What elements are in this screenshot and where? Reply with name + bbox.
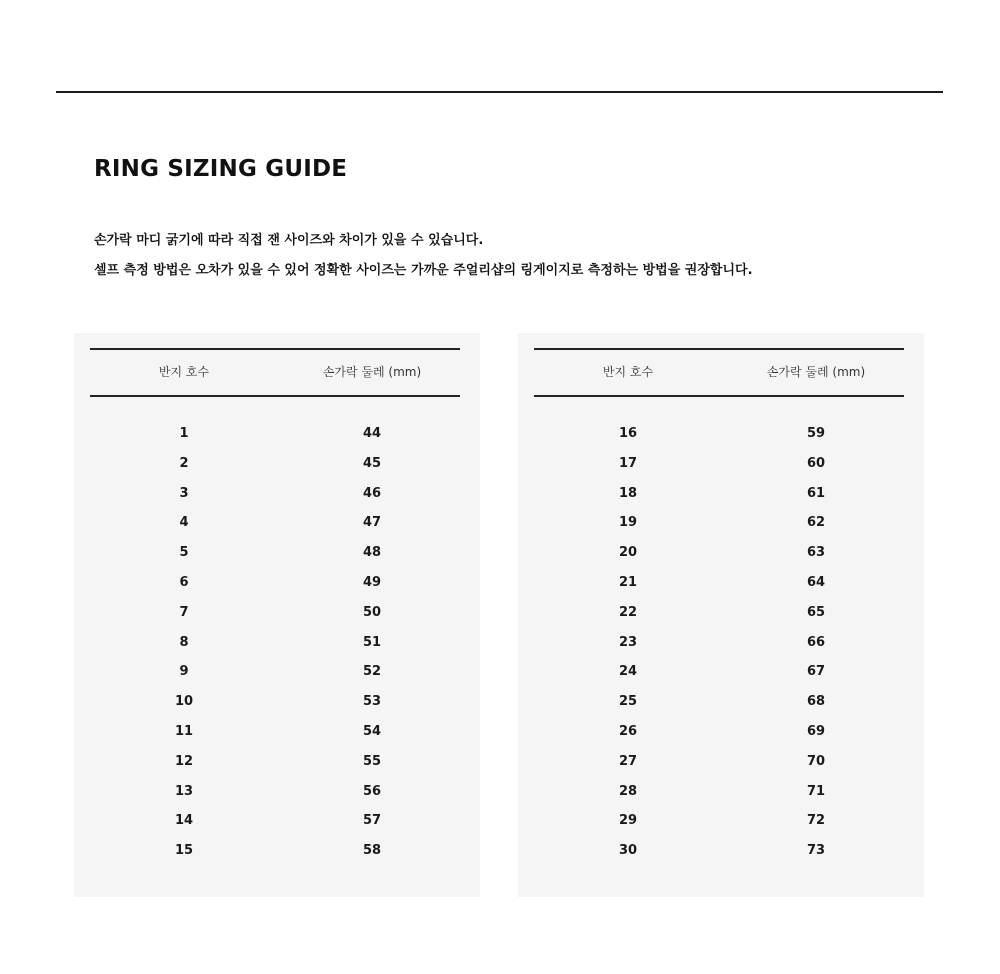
table-row [90,568,460,598]
ring-size-value: 30 [618,843,638,859]
circumference-value: 67 [806,664,826,680]
table-row [534,479,904,509]
ring-size-value: 28 [618,783,638,799]
circumference-value: 55 [362,753,382,769]
table-row [534,777,904,807]
ring-size-value: 20 [618,545,638,561]
table-row [534,836,904,866]
circumference-value: 66 [806,634,826,650]
circumference-value: 64 [806,574,826,590]
ring-size-value: 1 [179,426,189,441]
ring-size-value: 29 [618,813,638,829]
table-row [534,538,904,568]
ring-size-value: 12 [174,753,194,769]
table-row [90,657,460,687]
table-body [90,419,460,866]
table-row [534,419,904,449]
ring-size-value: 17 [618,455,638,471]
ring-size-value: 11 [174,723,194,739]
circumference-value: 59 [806,426,826,441]
header-finger-circumference: 손가락 둘레 (mm) [322,365,422,379]
ring-size-value: 19 [618,515,638,531]
table-row [90,479,460,509]
size-table-panel-2 [518,333,924,897]
circumference-value: 56 [362,783,382,799]
circumference-value: 69 [806,723,826,739]
circumference-value: 46 [362,485,382,501]
table-row [90,747,460,777]
description-line-2: 셀프 측정 방법은 오차가 있을 수 있어 정확한 사이즈는 가까운 주얼리샵의 링게이지로 측정하는 방법을 권장합니다. [94,263,753,278]
header-ring-size: 반지 호수 [158,365,210,379]
circumference-value: 48 [362,545,382,561]
circumference-value: 49 [362,574,382,590]
ring-size-value: 21 [618,574,638,590]
circumference-value: 57 [362,813,382,829]
ring-size-value: 5 [179,545,189,561]
table-row [534,806,904,836]
table-row [90,687,460,717]
table-row [90,836,460,866]
ring-size-value: 22 [618,604,638,620]
table-row [534,687,904,717]
circumference-value: 58 [362,843,382,859]
ring-size-value: 4 [179,515,189,531]
page-title: RING SIZING GUIDE [94,156,348,182]
size-table-panel-1 [74,333,480,897]
ring-size-value: 9 [179,664,189,680]
circumference-value: 68 [806,694,826,710]
ring-size-value: 6 [179,574,189,590]
circumference-value: 60 [806,455,826,471]
table-row [90,508,460,538]
circumference-value: 73 [806,843,826,859]
circumference-value: 44 [362,426,382,441]
ring-size-value: 10 [174,694,194,710]
ring-size-value: 16 [618,426,638,441]
table-row [534,568,904,598]
circumference-value: 47 [362,515,382,531]
table-row [90,598,460,628]
circumference-value: 65 [806,604,826,620]
table-header [534,348,904,397]
ring-size-value: 2 [179,455,189,471]
table-row [90,628,460,658]
circumference-value: 52 [362,664,382,680]
table-row [534,449,904,479]
table-row [90,777,460,807]
header-ring-size: 반지 호수 [602,365,654,379]
ring-size-value: 13 [174,783,194,799]
ring-size-value: 14 [174,813,194,829]
circumference-value: 54 [362,723,382,739]
circumference-value: 53 [362,694,382,710]
circumference-value: 61 [806,485,826,501]
circumference-value: 63 [806,545,826,561]
table-row [90,717,460,747]
table-row [534,628,904,658]
table-body [534,419,904,866]
ring-size-value: 7 [179,604,189,620]
ring-size-value: 25 [618,694,638,710]
table-row [534,747,904,777]
table-row [90,538,460,568]
table-row [534,598,904,628]
table-row [90,419,460,449]
circumference-value: 50 [362,604,382,620]
ring-size-value: 27 [618,753,638,769]
header-finger-circumference: 손가락 둘레 (mm) [766,365,866,379]
ring-size-value: 8 [179,634,189,650]
table-row [534,508,904,538]
ring-size-value: 26 [618,723,638,739]
circumference-value: 51 [362,634,382,650]
table-header [90,348,460,397]
table-row [534,657,904,687]
ring-size-value: 18 [618,485,638,501]
ring-size-value: 23 [618,634,638,650]
ring-size-value: 3 [179,485,189,501]
table-row [90,449,460,479]
circumference-value: 71 [806,783,826,799]
table-row [534,717,904,747]
ring-size-value: 15 [174,843,194,859]
top-divider [56,91,943,93]
circumference-value: 45 [362,455,382,471]
ring-size-value: 24 [618,664,638,680]
circumference-value: 62 [806,515,826,531]
circumference-value: 70 [806,753,826,769]
table-row [90,806,460,836]
description-line-1: 손가락 마디 굵기에 따라 직접 잰 사이즈와 차이가 있을 수 있습니다. [94,233,484,248]
circumference-value: 72 [806,813,826,829]
